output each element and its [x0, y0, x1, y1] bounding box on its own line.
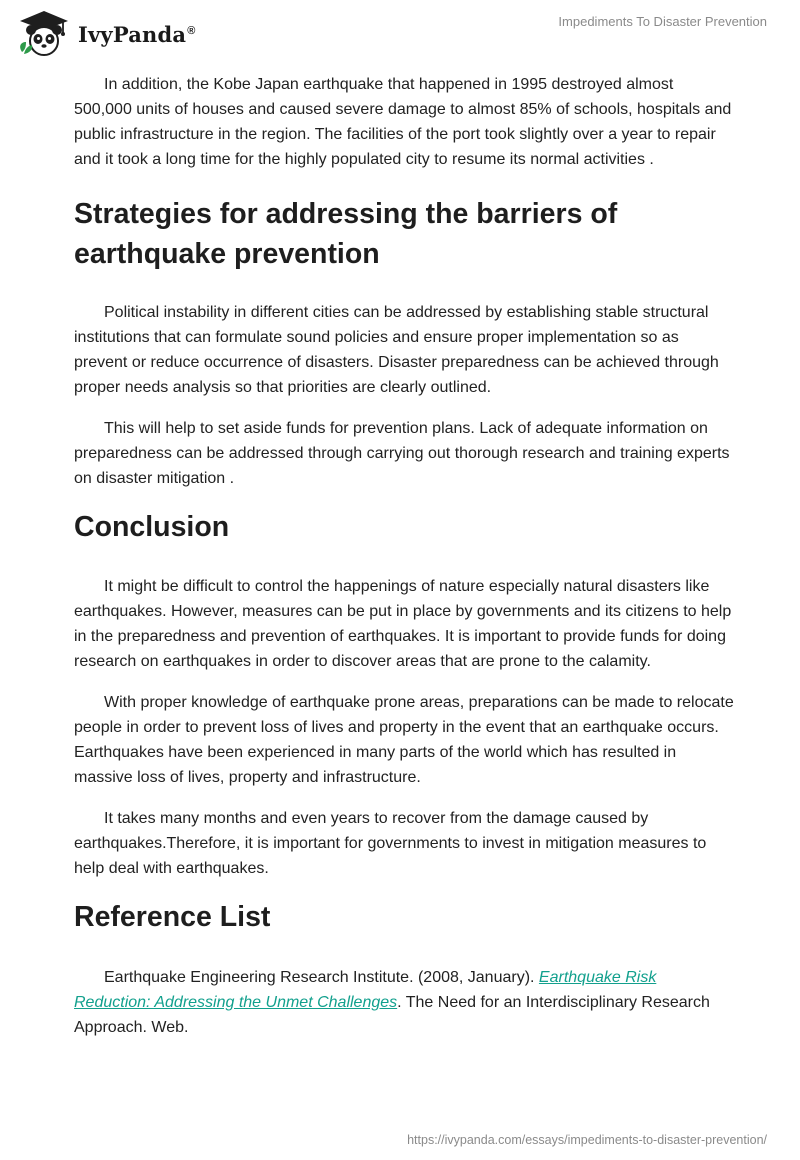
reference-details: . The Need for an Interdisciplinary Research Approach. Web.	[74, 994, 710, 1036]
registered-mark: ®	[187, 24, 196, 37]
reference-list-heading: Reference List	[74, 901, 271, 933]
conclusion-paragraph: It takes many months and even years to recover from the damage caused by earthquakes.Therefore, it is important for governments to invest in mitigation measures to help deal with earthquakes.	[74, 810, 707, 877]
page-title: Impediments To Disaster Prevention	[558, 14, 767, 29]
reference-author: Earthquake Engineering Research Institute. (2008, January).	[104, 969, 539, 986]
brand-name	[78, 22, 196, 47]
reference-item	[74, 965, 734, 1040]
page-header	[0, 0, 800, 64]
panda-graduate-icon	[14, 8, 72, 58]
conclusion-heading: Conclusion	[74, 511, 230, 543]
intro-paragraph: In addition, the Kobe Japan earthquake that happened in 1995 destroyed almost 500,000 units of houses and caused severe damage to almost 85% of schools, hospitals and public infrastructure in the region. The facilities of the port took slightly over a year to repair and it took a long time for the highly populated city to resume its normal activities .	[74, 76, 732, 168]
conclusion-paragraph: It might be difficult to control the happenings of nature especially natural disasters like earthquakes. However, measures can be put in place by governments and its citizens to help in the preparedness and prevention of earthquakes. It is important to provide funds for doing research on earthquakes in order to discover areas that are prone to the calamity.	[74, 578, 732, 670]
ivypanda-logo[interactable]	[14, 8, 196, 58]
strategies-heading: Strategies for addressing the barriers of earthquake prevention	[74, 198, 618, 270]
brand-name-text: IvyPanda	[78, 21, 187, 47]
reference-title-link[interactable]: Earthquake Risk Reduction: Addressing the Unmet Challenges	[74, 969, 657, 1011]
strategies-paragraph: Political instability in different cities can be addressed by establishing stable structural institutions that can formulate sound policies and ensure proper implementation so as prevent or reduce occurrence of disasters. Disaster preparedness can be achieved through proper needs analysis so that priorities are clearly outlined.	[74, 304, 719, 396]
strategies-paragraph: This will help to set aside funds for prevention plans. Lack of adequate information on preparedness can be addressed through carrying out thorough research and training experts on disaster mitigation .	[74, 420, 730, 487]
conclusion-paragraph: With proper knowledge of earthquake prone areas, preparations can be made to relocate people in order to prevent loss of lives and property in the event that an earthquake occurs. Earthquakes have been experienced in many parts of the world which has resulted in massive loss of lives, property and infrastructure.	[74, 694, 734, 786]
source-url: https://ivypanda.com/essays/impediments-to-disaster-prevention/	[407, 1133, 767, 1147]
essay-content	[74, 72, 734, 1056]
